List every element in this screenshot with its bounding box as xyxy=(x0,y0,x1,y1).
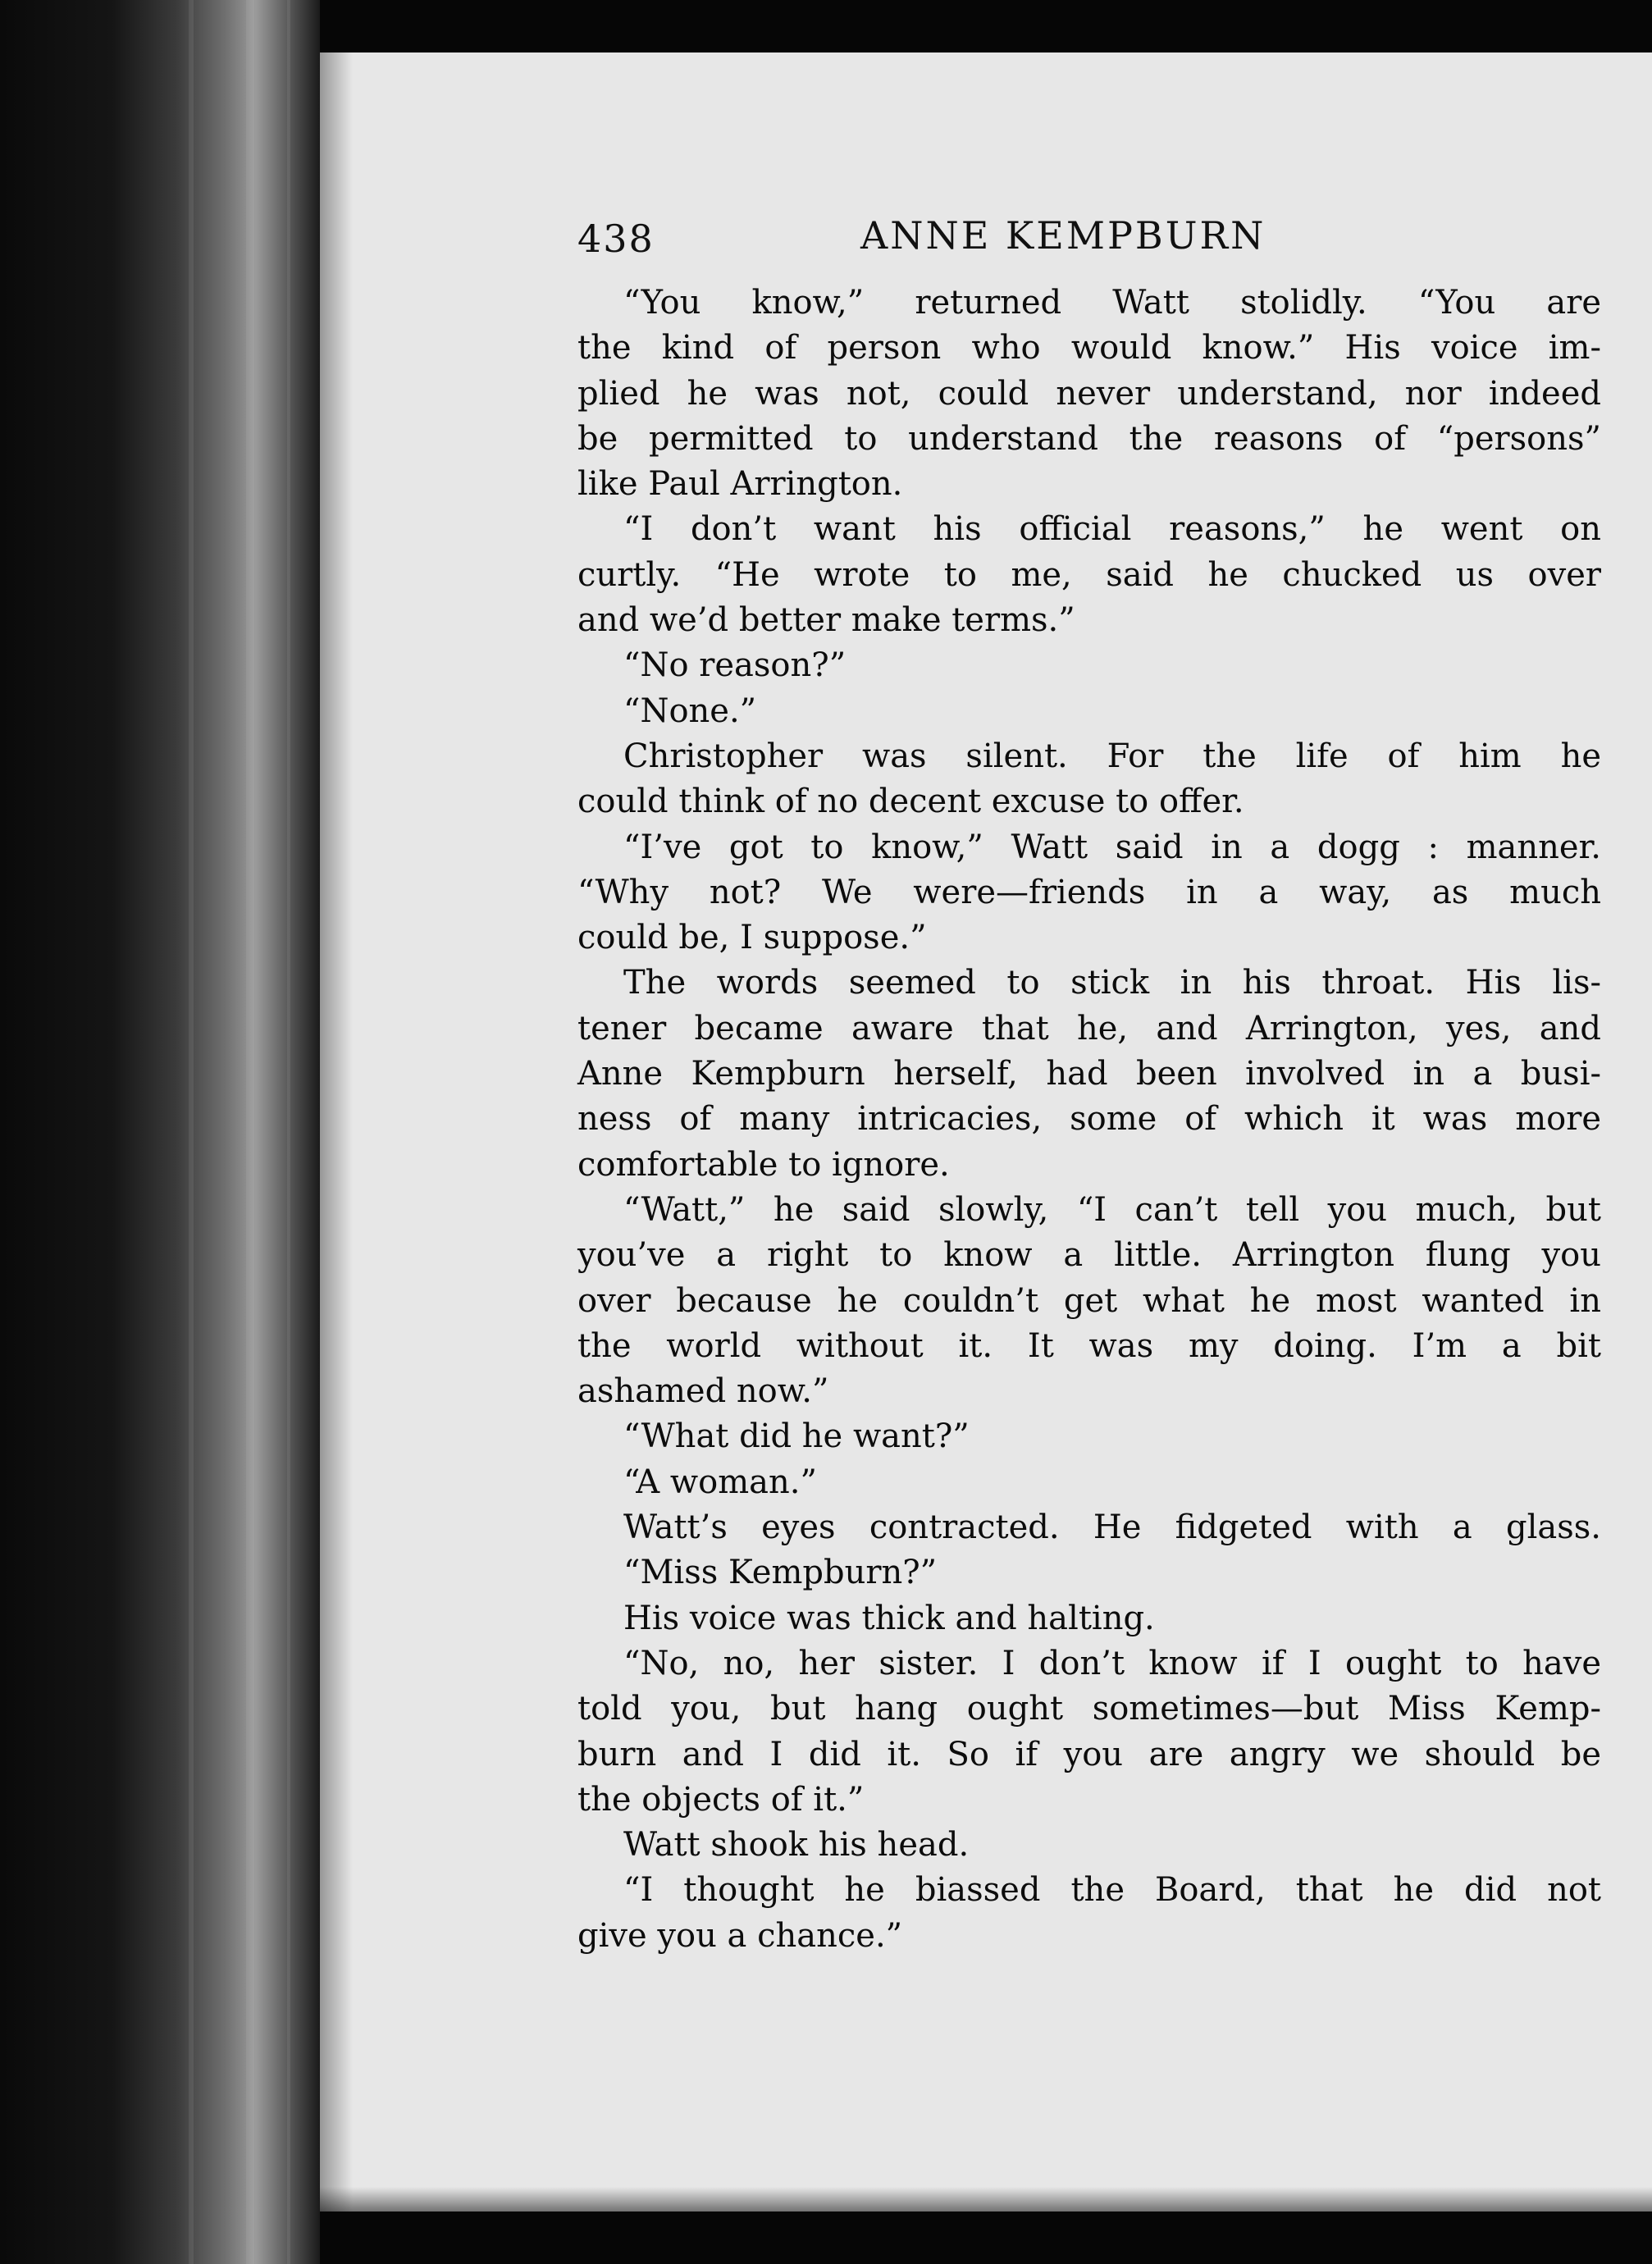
text-line: curtly. “He wrote to me, said he chucked us over xyxy=(577,555,1601,594)
text-line: “No reason?” xyxy=(623,646,847,685)
text-line: comfortable to ignore. xyxy=(577,1145,950,1184)
text-line: “I’ve got to know,” Watt said in a dogg : manner. xyxy=(623,828,1601,866)
text-line: be permitted to understand the reasons of “persons” xyxy=(577,419,1601,458)
text-line: told you, but hang ought sometimes—but Miss Kemp- xyxy=(577,1690,1601,1728)
text-line: over because he couldn’t get what he most wanted in xyxy=(577,1281,1601,1320)
book-spine-edge xyxy=(0,0,320,2264)
text-line: could be, I suppose.” xyxy=(577,919,927,957)
text-line: Christopher was silent. For the life of him he xyxy=(623,737,1601,775)
text-line: “Miss Kempburn?” xyxy=(623,1554,938,1592)
text-line: and we’d better make terms.” xyxy=(577,601,1075,640)
text-line: His voice was thick and halting. xyxy=(623,1599,1155,1637)
page-bottom-shadow xyxy=(320,2187,1652,2212)
text-line: plied he was not, could never understand, nor indeed xyxy=(577,374,1601,413)
text-line: “What did he want?” xyxy=(623,1417,970,1456)
body-text xyxy=(577,281,1601,1959)
text-line: Anne Kempburn herself, had been involved in a busi- xyxy=(577,1055,1601,1093)
text-line: you’ve a right to know a little. Arrington flung you xyxy=(577,1236,1601,1275)
text-line: ashamed now.” xyxy=(577,1372,829,1411)
text-line: “None.” xyxy=(623,692,757,730)
text-line: burn and I did it. So if you are angry we should be xyxy=(577,1735,1601,1773)
book-page xyxy=(320,52,1652,2212)
text-line: like Paul Arrington. xyxy=(577,465,903,504)
text-line: give you a chance.” xyxy=(577,1916,903,1955)
text-line: “Watt,” he said slowly, “I can’t tell you much, but xyxy=(623,1190,1601,1229)
text-line: ness of many intricacies, some of which it was more xyxy=(577,1100,1601,1139)
page-gutter-shadow xyxy=(320,52,353,2212)
text-line: “A woman.” xyxy=(623,1463,817,1501)
text-line: the world without it. It was my doing. I’m a bit xyxy=(577,1326,1601,1365)
text-line: Watt shook his head. xyxy=(623,1826,970,1865)
text-line: the objects of it.” xyxy=(577,1780,865,1819)
text-line: “Why not? We were—friends in a way, as much xyxy=(577,873,1601,911)
text-line: “You know,” returned Watt stolidly. “You are xyxy=(623,284,1601,322)
text-line: tener became aware that he, and Arrington, yes, and xyxy=(577,1009,1601,1048)
text-line: “I thought he biassed the Board, that he did not xyxy=(623,1871,1601,1910)
text-line: Watt’s eyes contracted. He fidgeted with a glass. xyxy=(623,1509,1601,1547)
text-line: “No, no, her sister. I don’t know if I ought to have xyxy=(623,1644,1601,1682)
running-title: ANNE KEMPBURN xyxy=(860,213,1266,258)
text-line: the kind of person who would know.” His voice im- xyxy=(577,329,1601,367)
page-number: 438 xyxy=(577,217,655,261)
text-line: The words seemed to stick in his throat. His lis- xyxy=(623,964,1601,1002)
text-line: could think of no decent excuse to offer. xyxy=(577,783,1244,821)
text-line: “I don’t want his official reasons,” he went on xyxy=(623,510,1601,549)
